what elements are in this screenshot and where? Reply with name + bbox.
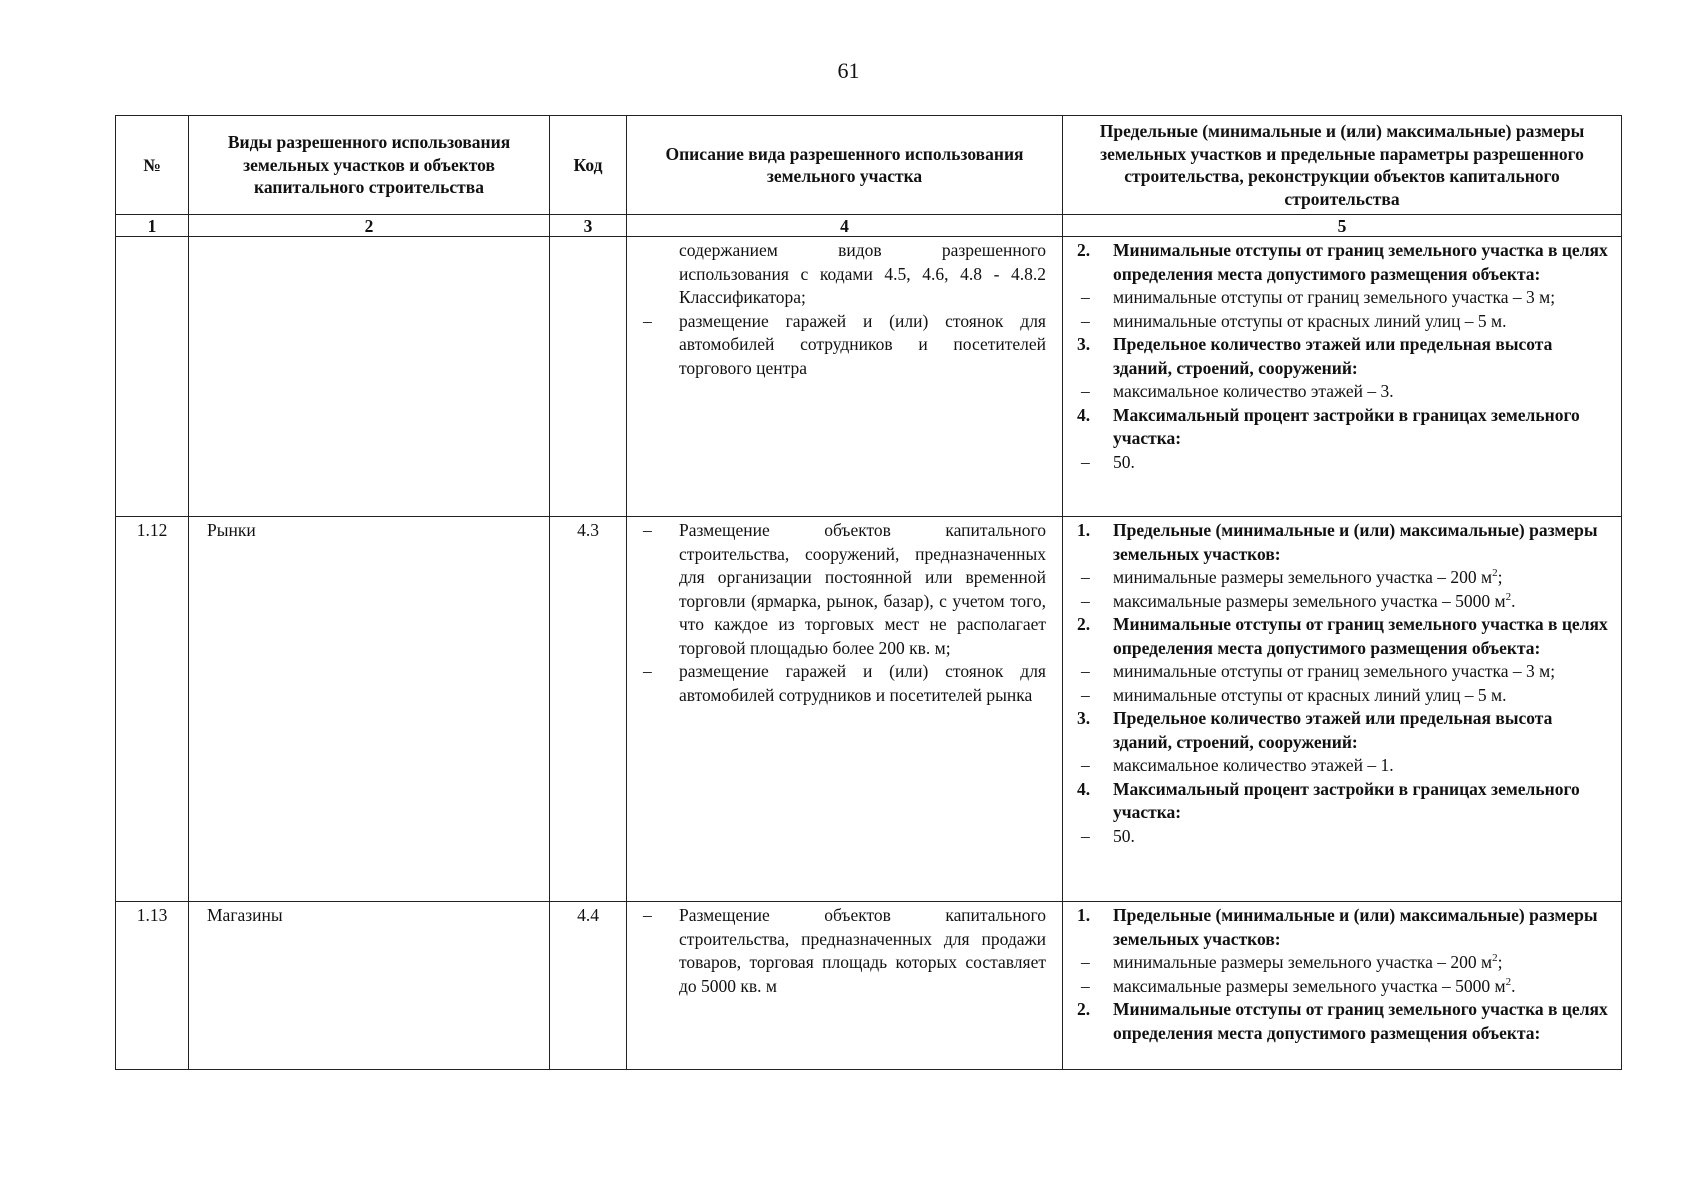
parameter-item <box>1077 660 1615 684</box>
parameter-item <box>1077 825 1615 849</box>
description-text: размещение гаражей и (или) стоянок для автомобилей сотрудников и посетителей торгового центра <box>679 310 1046 378</box>
dash-marker: – <box>1081 975 1090 996</box>
parameter-heading <box>1077 613 1615 660</box>
parameter-text: Минимальные отступы от границ земельного участка в целях определения места допустимого размещения объекта: <box>1113 240 1608 284</box>
col-number: 1 <box>116 215 189 237</box>
row-number: 1.12 <box>116 517 189 902</box>
item-number: 4. <box>1077 778 1091 799</box>
header-params: Предельные (минимальные и (или) максимальные) размеры земельных участков и предельные параметры разрешенного строительства, реконструкции объектов капитального строительства <box>1063 116 1622 215</box>
parameter-item <box>1077 951 1615 975</box>
description-item <box>643 239 1046 310</box>
col-number: 5 <box>1063 215 1622 237</box>
dash-marker: – <box>1081 451 1090 472</box>
table-row <box>116 902 1622 1070</box>
description-item <box>643 660 1046 707</box>
parameter-text: минимальные отступы от красных линий улиц – 5 м. <box>1113 684 1507 705</box>
row-parameters <box>1063 902 1622 1070</box>
parameter-item <box>1077 566 1615 590</box>
row-parameters <box>1063 517 1622 902</box>
description-item <box>643 519 1046 660</box>
parameter-text: Минимальные отступы от границ земельного участка в целях определения места допустимого размещения объекта: <box>1113 999 1608 1043</box>
parameter-heading <box>1077 519 1615 566</box>
row-code <box>550 237 627 517</box>
table-row <box>116 517 1622 902</box>
dash-marker: – <box>1081 661 1090 681</box>
table-header-row <box>116 116 1622 215</box>
dash-marker: – <box>643 905 652 925</box>
header-kinds: Виды разрешенного использования земельных участков и объектов капитального строительства <box>189 116 550 215</box>
dash-marker: – <box>1081 567 1090 587</box>
description-item <box>643 904 1046 998</box>
row-number: 1.13 <box>116 902 189 1070</box>
dash-marker: – <box>1081 381 1090 401</box>
item-number: 4. <box>1077 404 1091 425</box>
row-code: 4.3 <box>550 517 627 902</box>
description-item <box>643 310 1046 381</box>
dash-marker: – <box>1081 590 1090 611</box>
item-number: 3. <box>1077 708 1091 728</box>
column-number-row <box>116 215 1622 237</box>
parameter-text: минимальные размеры земельного участка – 200 м <box>1113 567 1493 587</box>
parameter-text: Максимальный процент застройки в границах земельного участка: <box>1113 778 1580 822</box>
parameter-text: минимальные отступы от границ земельного участка – 3 м; <box>1113 287 1556 307</box>
header-description: Описание вида разрешенного использования земельного участка <box>627 116 1063 215</box>
parameter-heading <box>1077 404 1615 451</box>
col-number: 4 <box>627 215 1063 237</box>
land-use-table <box>115 115 1622 1070</box>
parameter-text: Предельное количество этажей или предельная высота зданий, строений, сооружений: <box>1113 334 1553 378</box>
parameter-text: минимальные отступы от границ земельного участка – 3 м; <box>1113 661 1556 681</box>
table-row <box>116 237 1622 517</box>
parameter-item <box>1077 754 1615 778</box>
item-number: 1. <box>1077 905 1091 925</box>
parameter-text: минимальные размеры земельного участка – 200 м <box>1113 952 1493 972</box>
parameter-item <box>1077 310 1615 334</box>
parameter-text: 50. <box>1113 451 1135 472</box>
dash-marker: – <box>1081 287 1090 307</box>
parameter-item <box>1077 380 1615 404</box>
item-number: 1. <box>1077 520 1091 540</box>
parameter-heading <box>1077 998 1615 1045</box>
dash-marker: – <box>1081 952 1090 972</box>
dash-marker: – <box>643 661 652 681</box>
parameter-tail: . <box>1511 590 1516 611</box>
row-number <box>116 237 189 517</box>
dash-marker: – <box>643 310 652 331</box>
parameter-text: максимальное количество этажей – 3. <box>1113 381 1394 401</box>
parameter-item <box>1077 451 1615 475</box>
parameter-tail: ; <box>1497 567 1503 587</box>
dash-marker: – <box>643 520 652 540</box>
superscript: 2 <box>1492 567 1498 580</box>
parameter-text: Предельные (минимальные и (или) максимальные) размеры земельных участков: <box>1113 520 1598 564</box>
description-text: Размещение объектов капитального строительства, сооружений, предназначенных для организации постоянной или временной торговли (ярмарка, рынок, базар), с учетом того, что каждое из торговых мест не располагает торговой площадью более 200 кв. м; <box>679 520 1046 658</box>
description-text: содержанием видов разрешенного использования с кодами 4.5, 4.6, 4.8 - 4.8.2 Классификатора; <box>679 240 1046 307</box>
parameter-tail: . <box>1511 975 1516 996</box>
parameter-item <box>1077 286 1615 310</box>
row-description <box>627 902 1063 1070</box>
parameter-text: максимальные размеры земельного участка – 5000 м <box>1113 590 1506 611</box>
dash-marker: – <box>1081 684 1090 705</box>
dash-marker: – <box>1081 310 1090 331</box>
row-parameters <box>1063 237 1622 517</box>
parameter-heading <box>1077 239 1615 286</box>
header-code: Код <box>550 116 627 215</box>
parameter-item <box>1077 684 1615 708</box>
parameter-text: Максимальный процент застройки в границах земельного участка: <box>1113 404 1580 448</box>
page-number: 61 <box>837 58 860 83</box>
item-number: 2. <box>1077 999 1091 1019</box>
row-description <box>627 517 1063 902</box>
item-number: 3. <box>1077 334 1091 354</box>
superscript: 2 <box>1505 975 1512 988</box>
row-use-kind: Магазины <box>189 902 550 1070</box>
header-no: № <box>116 116 189 215</box>
superscript: 2 <box>1505 590 1512 603</box>
row-code: 4.4 <box>550 902 627 1070</box>
row-description <box>627 237 1063 517</box>
parameter-text: максимальное количество этажей – 1. <box>1113 755 1394 775</box>
dash-marker: – <box>1081 755 1090 775</box>
parameter-item <box>1077 590 1615 614</box>
parameter-text: минимальные отступы от красных линий улиц – 5 м. <box>1113 310 1507 331</box>
description-text: размещение гаражей и (или) стоянок для автомобилей сотрудников и посетителей рынка <box>679 661 1046 705</box>
parameter-heading <box>1077 333 1615 380</box>
description-text: Размещение объектов капитального строительства, предназначенных для продажи товаров, торговая площадь которых составляет до 5000 кв. м <box>679 905 1046 996</box>
parameter-heading <box>1077 778 1615 825</box>
parameter-heading <box>1077 707 1615 754</box>
parameter-heading <box>1077 904 1615 951</box>
item-number: 2. <box>1077 614 1091 634</box>
parameter-text: максимальные размеры земельного участка – 5000 м <box>1113 975 1506 996</box>
item-number: 2. <box>1077 240 1091 260</box>
parameter-text: Предельные (минимальные и (или) максимальные) размеры земельных участков: <box>1113 905 1598 949</box>
col-number: 2 <box>189 215 550 237</box>
row-use-kind: Рынки <box>189 517 550 902</box>
parameter-text: Минимальные отступы от границ земельного участка в целях определения места допустимого размещения объекта: <box>1113 614 1608 658</box>
parameter-text: 50. <box>1113 825 1135 846</box>
parameter-item <box>1077 975 1615 999</box>
superscript: 2 <box>1492 952 1498 965</box>
col-number: 3 <box>550 215 627 237</box>
dash-marker: – <box>1081 825 1090 846</box>
parameter-tail: ; <box>1497 952 1503 972</box>
row-use-kind <box>189 237 550 517</box>
parameter-text: Предельное количество этажей или предельная высота зданий, строений, сооружений: <box>1113 708 1553 752</box>
